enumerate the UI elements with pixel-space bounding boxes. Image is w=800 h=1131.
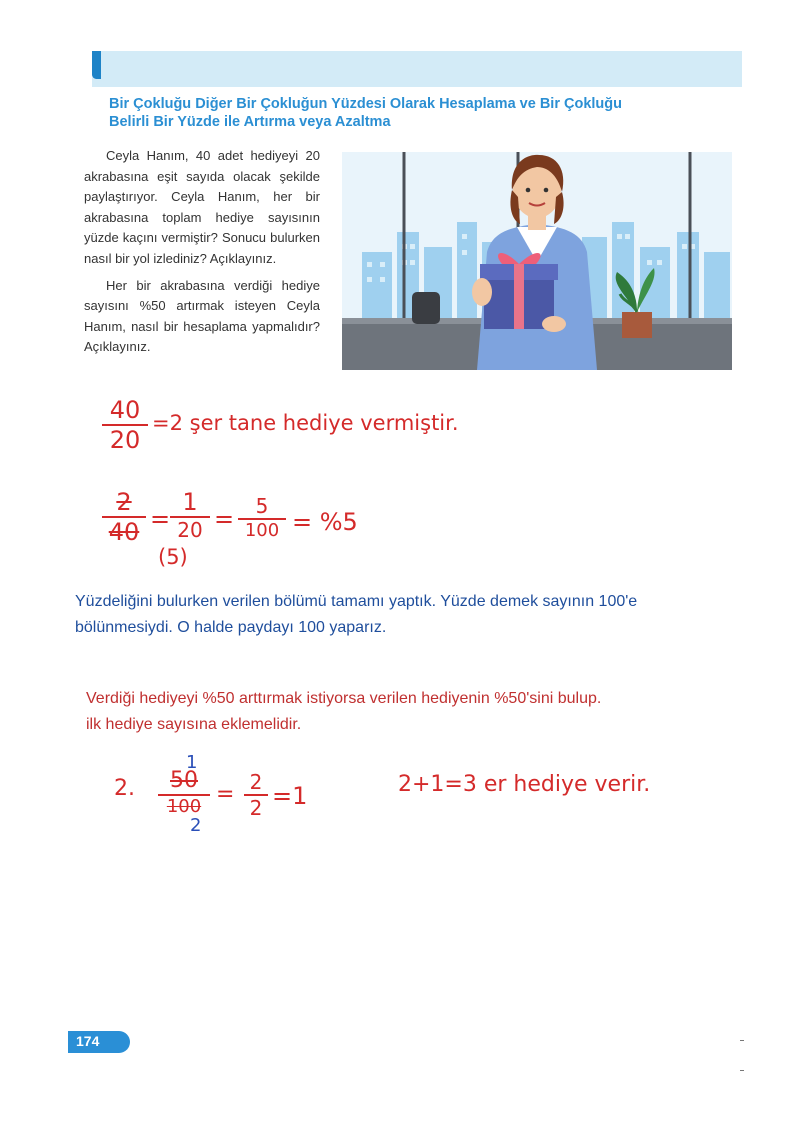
step3-final-answer: 2+1=3 er hediye verir. [398, 772, 651, 797]
fraction-2-over-2 [244, 772, 268, 818]
typed-note-1-line2: bölünmesiydi. O halde paydayı 100 yaparız. [75, 619, 387, 636]
equals-sign: = [214, 505, 235, 533]
section-title-line1: Bir Çokluğu Diğer Bir Çokluğun Yüzdesi Olarak Hesaplama ve Bir Çokluğu [109, 96, 622, 112]
illustration-woman-with-gift [342, 152, 732, 370]
equals-sign: = [150, 505, 171, 533]
expansion-note: (5) [158, 545, 188, 569]
typed-note-2-line1: Verdiği hediyeyi %50 arttırmak istiyorsa verilen hediyenin %50'sini bulup. [86, 690, 602, 707]
fraction-numerator: 50 [170, 768, 198, 793]
problem-paragraph-1: Ceyla Hanım, 40 adet hediyeyi 20 akrabasına eşit sayıda olacak şekilde paylaştırıyor. Ceyla Hanım, her bir akrabasına toplam hediye sayısının yüzde kaçını vermiştir? Sonucu bulurken nasıl bir yol izlediniz? Açıklayınız. [84, 148, 320, 266]
header-band [92, 51, 742, 87]
fraction-denominator: 100 [166, 796, 202, 817]
fraction-50-over-100 [158, 770, 210, 816]
equals-sign: = [216, 782, 235, 807]
fraction-denominator: 20 [177, 518, 203, 542]
typed-note-1 [75, 589, 637, 641]
step2-result: = %5 [292, 508, 358, 536]
margin-mark [740, 1040, 744, 1041]
fraction-denominator: 20 [109, 426, 141, 454]
fraction-1-over-20 [170, 490, 210, 540]
fraction-5-over-100 [238, 496, 286, 540]
problem-text [84, 146, 320, 358]
header-tab [92, 51, 101, 79]
fraction-numerator: 40 [109, 396, 141, 424]
fraction-denominator: 100 [244, 520, 280, 541]
step1-result: =2 şer tane hediye vermiştir. [152, 411, 459, 435]
typed-note-2-line2: ilk hediye sayısına eklemelidir. [86, 716, 302, 733]
cancel-top: 1 [186, 752, 198, 773]
fraction-denominator: 40 [108, 518, 140, 546]
page-number: 174 [76, 1033, 100, 1049]
typed-note-1-line1: Yüzdeliğini bulurken verilen bölümü tamamı yaptık. Yüzde demek sayının 100'e [75, 593, 638, 610]
typed-note-2 [86, 686, 601, 738]
problem-paragraph-2: Her bir akrabasına verdiği hediye sayısını %50 artırmak isteyen Ceyla Hanım, nasıl bir hesaplama yapmalıdır? Açıklayınız. [84, 277, 320, 355]
fraction-40-over-20 [102, 398, 148, 452]
fraction-denominator: 2 [249, 796, 263, 820]
fraction-numerator: 1 [182, 488, 198, 516]
step3-prefix: 2. [114, 776, 135, 801]
section-title-line2: Belirli Bir Yüzde ile Artırma veya Azaltma [109, 114, 391, 130]
fraction-numerator: 2 [249, 770, 263, 794]
cancel-bottom: 2 [190, 815, 202, 836]
section-title [109, 95, 709, 131]
fraction-numerator: 2 [116, 488, 132, 516]
fraction-numerator: 5 [255, 494, 269, 518]
margin-mark [740, 1070, 744, 1071]
step3-result: =1 [272, 782, 308, 810]
fraction-2-over-40 [102, 490, 146, 544]
